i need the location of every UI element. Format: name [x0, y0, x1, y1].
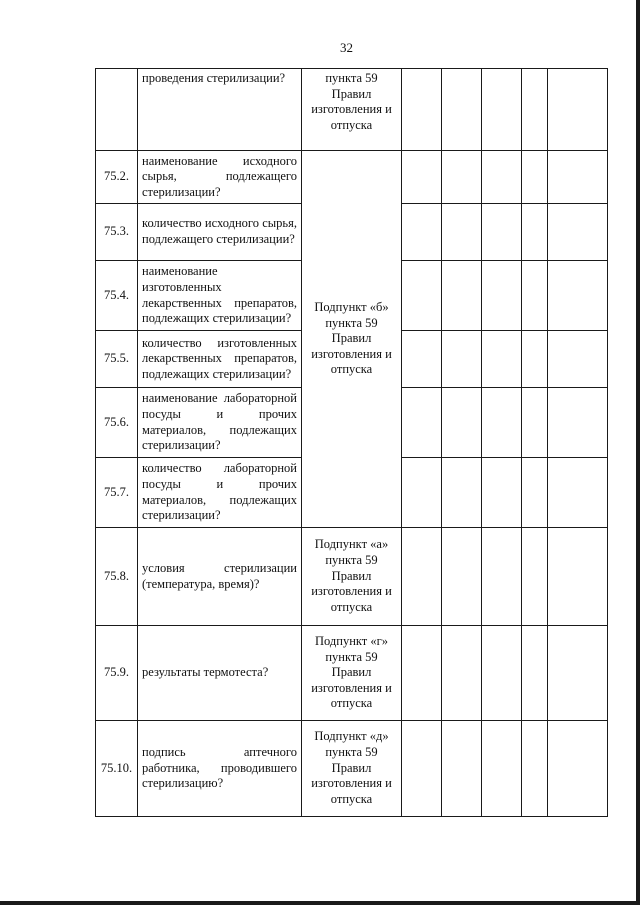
- question-cell: подпись аптечного работника, проводившего стерилизацию?: [138, 721, 302, 817]
- answer-cell-notes[interactable]: [548, 528, 608, 626]
- table-row: [96, 528, 608, 626]
- merged-reference-cell: Подпункт «б» пункта 59 Правил изготовления и отпуска: [302, 151, 402, 528]
- answer-cell-na[interactable]: [482, 721, 522, 817]
- answer-cell-extra[interactable]: [522, 458, 548, 528]
- answer-cell-extra[interactable]: [522, 388, 548, 458]
- row-number: 75.8.: [96, 528, 138, 626]
- row-number: 75.3.: [96, 204, 138, 261]
- question-cell: количество изготовленных лекарственных препаратов, подлежащих стерилизации?: [138, 331, 302, 388]
- answer-cell-na[interactable]: [482, 626, 522, 721]
- answer-cell-no[interactable]: [442, 151, 482, 204]
- page-number: 32: [340, 40, 353, 55]
- question-cell: наименование исходного сырья, подлежащего стерилизации?: [138, 151, 302, 204]
- answer-cell-yes[interactable]: [402, 69, 442, 151]
- answer-cell-yes[interactable]: [402, 721, 442, 817]
- answer-cell-extra[interactable]: [522, 528, 548, 626]
- row-number: 75.6.: [96, 388, 138, 458]
- answer-cell-yes[interactable]: [402, 331, 442, 388]
- answer-cell-yes[interactable]: [402, 388, 442, 458]
- table-row: [96, 151, 608, 204]
- answer-cell-yes[interactable]: [402, 151, 442, 204]
- answer-cell-na[interactable]: [482, 151, 522, 204]
- answer-cell-extra[interactable]: [522, 261, 548, 331]
- question-cell: условия стерилизации (температура, время)?: [138, 528, 302, 626]
- reference-cell: Подпункт «г» пункта 59 Правил изготовления и отпуска: [302, 626, 402, 721]
- row-number: 75.2.: [96, 151, 138, 204]
- answer-cell-extra[interactable]: [522, 151, 548, 204]
- table-row: [96, 69, 608, 151]
- answer-cell-notes[interactable]: [548, 261, 608, 331]
- answer-cell-yes[interactable]: [402, 626, 442, 721]
- row-number: 75.7.: [96, 458, 138, 528]
- answer-cell-no[interactable]: [442, 261, 482, 331]
- answer-cell-extra[interactable]: [522, 721, 548, 817]
- row-number: 75.4.: [96, 261, 138, 331]
- answer-cell-yes[interactable]: [402, 261, 442, 331]
- answer-cell-na[interactable]: [482, 331, 522, 388]
- answer-cell-notes[interactable]: [548, 151, 608, 204]
- answer-cell-na[interactable]: [482, 69, 522, 151]
- row-number: [96, 69, 138, 151]
- row-number: 75.5.: [96, 331, 138, 388]
- reference-cell: Подпункт «а» пункта 59 Правил изготовления и отпуска: [302, 528, 402, 626]
- answer-cell-no[interactable]: [442, 528, 482, 626]
- answer-cell-notes[interactable]: [548, 626, 608, 721]
- answer-cell-notes[interactable]: [548, 204, 608, 261]
- answer-cell-extra[interactable]: [522, 331, 548, 388]
- answer-cell-notes[interactable]: [548, 69, 608, 151]
- row-number: 75.10.: [96, 721, 138, 817]
- checklist-table: [95, 68, 608, 817]
- answer-cell-notes[interactable]: [548, 388, 608, 458]
- answer-cell-yes[interactable]: [402, 458, 442, 528]
- answer-cell-na[interactable]: [482, 388, 522, 458]
- answer-cell-na[interactable]: [482, 204, 522, 261]
- question-cell: наименование изготовленных лекарственных препаратов, подлежащих стерилизации?: [138, 261, 302, 331]
- answer-cell-na[interactable]: [482, 261, 522, 331]
- answer-cell-notes[interactable]: [548, 458, 608, 528]
- table-row: [96, 626, 608, 721]
- answer-cell-notes[interactable]: [548, 721, 608, 817]
- reference-cell: пункта 59 Правил изготовления и отпуска: [302, 69, 402, 151]
- answer-cell-yes[interactable]: [402, 528, 442, 626]
- question-cell: результаты термотеста?: [138, 626, 302, 721]
- answer-cell-no[interactable]: [442, 458, 482, 528]
- answer-cell-no[interactable]: [442, 721, 482, 817]
- answer-cell-na[interactable]: [482, 458, 522, 528]
- table-row: [96, 721, 608, 817]
- reference-cell: Подпункт «д» пункта 59 Правил изготовления и отпуска: [302, 721, 402, 817]
- answer-cell-na[interactable]: [482, 528, 522, 626]
- question-cell: количество исходного сырья, подлежащего стерилизации?: [138, 204, 302, 261]
- answer-cell-extra[interactable]: [522, 69, 548, 151]
- question-cell: проведения стерилизации?: [138, 69, 302, 151]
- answer-cell-extra[interactable]: [522, 626, 548, 721]
- answer-cell-extra[interactable]: [522, 204, 548, 261]
- row-number: 75.9.: [96, 626, 138, 721]
- answer-cell-no[interactable]: [442, 626, 482, 721]
- question-cell: количество лабораторной посуды и прочих материалов, подлежащих стерилизации?: [138, 458, 302, 528]
- answer-cell-no[interactable]: [442, 69, 482, 151]
- answer-cell-yes[interactable]: [402, 204, 442, 261]
- question-cell: наименование лабораторной посуды и прочих материалов, подлежащих стерилизации?: [138, 388, 302, 458]
- answer-cell-no[interactable]: [442, 331, 482, 388]
- answer-cell-no[interactable]: [442, 388, 482, 458]
- answer-cell-no[interactable]: [442, 204, 482, 261]
- answer-cell-notes[interactable]: [548, 331, 608, 388]
